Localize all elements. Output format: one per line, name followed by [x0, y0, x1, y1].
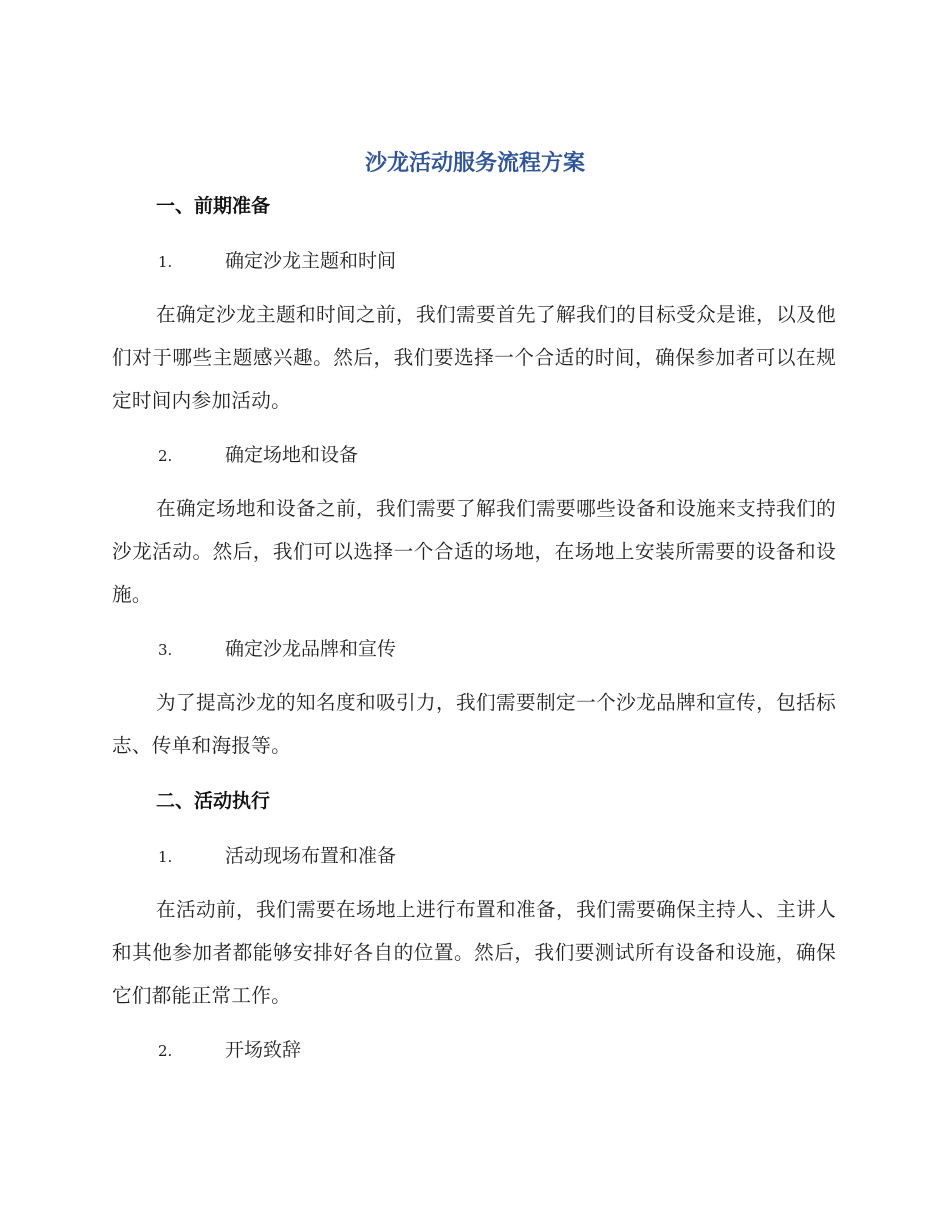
section-heading-execution: 二、活动执行 — [156, 790, 271, 812]
list-item-label: 开场致辞 — [225, 1039, 302, 1061]
section-heading-preparation: 一、前期准备 — [156, 195, 271, 217]
list-item-label: 确定沙龙品牌和宣传 — [225, 638, 397, 660]
body-paragraph: 在活动前，我们需要在场地上进行布置和准备，我们需要确保主持人、主讲人和其他参加者都能够安排好各自的位置。然后，我们要测试所有设备和设施，确保它们都能正常工作。 — [112, 898, 836, 1007]
list-item-heading — [158, 1035, 301, 1066]
document-title: 沙龙活动服务流程方案 — [364, 151, 585, 176]
list-item-number: 2. — [158, 447, 173, 465]
list-item-label: 确定沙龙主题和时间 — [225, 250, 397, 272]
list-item-heading — [158, 634, 396, 665]
list-item-heading — [158, 841, 396, 872]
list-item-heading — [158, 246, 396, 277]
body-paragraph: 在确定沙龙主题和时间之前，我们需要首先了解我们的目标受众是谁，以及他们对于哪些主题感兴趣。然后，我们要选择一个合适的时间，确保参加者可以在规定时间内参加活动。 — [112, 303, 836, 412]
list-item-heading — [158, 440, 358, 471]
list-item-number: 1. — [158, 253, 173, 271]
list-item-label: 活动现场布置和准备 — [225, 845, 397, 867]
list-item-number: 1. — [158, 848, 173, 866]
list-item-label: 确定场地和设备 — [225, 444, 359, 466]
list-item-number: 2. — [158, 1042, 173, 1060]
list-item-number: 3. — [158, 641, 173, 659]
body-paragraph: 在确定场地和设备之前，我们需要了解我们需要哪些设备和设施来支持我们的沙龙活动。然后，我们可以选择一个合适的场地，在场地上安装所需要的设备和设施。 — [112, 497, 836, 606]
body-paragraph: 为了提高沙龙的知名度和吸引力，我们需要制定一个沙龙品牌和宣传，包括标志、传单和海报等。 — [112, 691, 836, 757]
